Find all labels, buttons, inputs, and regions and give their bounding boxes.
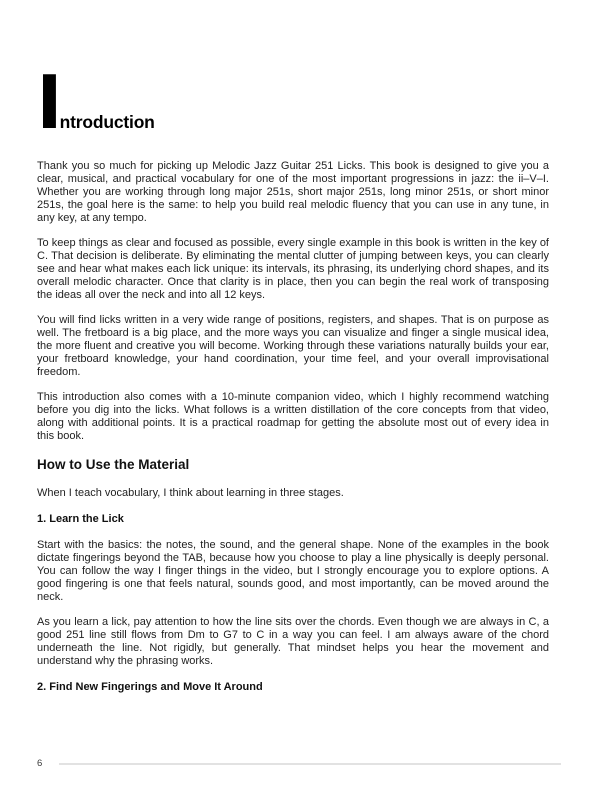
paragraph-thank-you: Thank you so much for picking up Melodic Jazz Guitar 251 Licks. This book is designed to give you a clear, musical, and practical vocabulary for one of the most important progressions in jazz: the ii–V–I. Whether you are working through long major 251s, short major 251s, long minor 251s, or short minor 251s, the goal here is the same: to help you build real melodic fluency that you can use in any tune, in any key, at any tempo.	[37, 160, 549, 224]
paragraph-three-stages: When I teach vocabulary, I think about learning in three stages.	[37, 487, 344, 499]
footer-divider	[59, 763, 561, 765]
sub-heading-learn-the-lick: 1. Learn the Lick	[37, 513, 124, 525]
paragraph-key-of-c: To keep things as clear and focused as possible, every single example in this book is written in the key of C. That decision is deliberate. By eliminating the mental clutter of jumping between keys, you can clearly see and hear what makes each lick unique: its intervals, its phrasing, its underlying chord shapes, and its overall melodic character. Once that clarity is in place, then you can begin the real work of transposing the ideas all over the neck and into all 12 keys.	[37, 237, 549, 301]
page-title	[37, 57, 549, 145]
paragraph-line-over-chords: As you learn a lick, pay attention to how the line sits over the chords. Even though we are always in C, a good 251 line still flows from Dm to G7 to C in a way you can feel. I am always aware of the chord underneath the line. Not rigidly, but generally. That mindset helps you hear the movement and understand why the phrasing works.	[37, 616, 549, 667]
paragraph-companion-video: This introduction also comes with a 10-minute companion video, which I highly recommend watching before you dig into the licks. What follows is a written distillation of the core concepts from that video, along with additional points. It is a practical roadmap for getting the absolute most out of every idea in this book.	[37, 391, 549, 442]
page-number: 6	[37, 758, 43, 769]
document-body	[37, 160, 549, 694]
sub-heading-find-new-fingerings: 2. Find New Fingerings and Move It Around	[37, 681, 263, 693]
section-heading-how-to-use: How to Use the Material	[37, 457, 190, 472]
page-footer	[37, 759, 561, 769]
title-text: ntroduction	[59, 112, 155, 132]
paragraph-positions-registers: You will find licks written in a very wide range of positions, registers, and shapes. That is on purpose as well. The fretboard is a big place, and the more ways you can visualize and finger a single musical idea, the more fluent and creative you will become. Working through these variations naturally builds your ear, your fretboard knowledge, your hand coordination, your time feel, and your overall improvisational freedom.	[37, 314, 549, 378]
dropcap-letter: I	[37, 57, 62, 145]
paragraph-start-with-basics: Start with the basics: the notes, the sound, and the general shape. None of the examples in the book dictate fingerings beyond the TAB, because how you choose to play a line physically is deeply personal. You can follow the way I finger things in the video, but I strongly encourage you to explore options. A good fingering is one that feels natural, sounds good, and most importantly, can be moved around the neck.	[37, 539, 549, 603]
